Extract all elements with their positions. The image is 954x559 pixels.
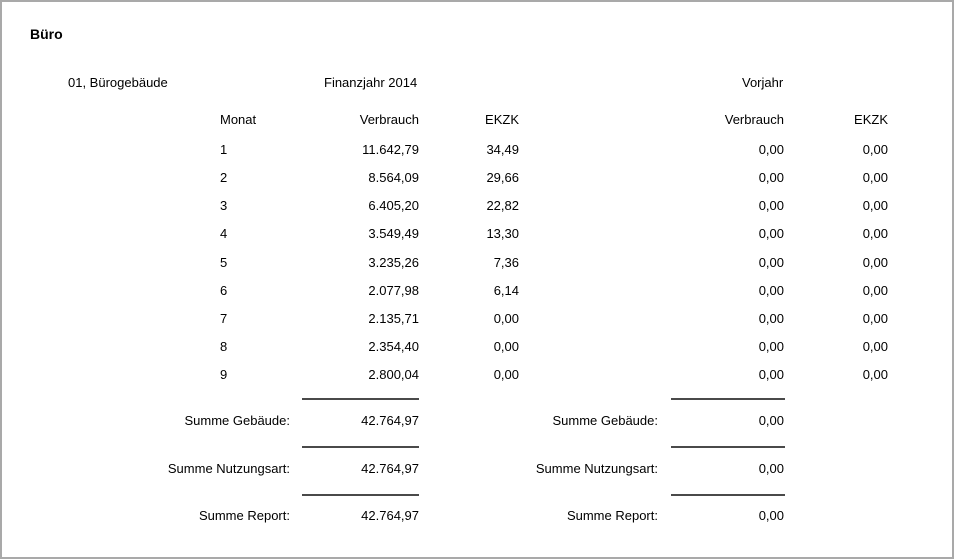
total-label-gebaeude-current: Summe Gebäude: (184, 413, 290, 428)
cell-consumption-current: 2.354,40 (368, 338, 419, 354)
building-label: 01, Bürogebäude (68, 75, 168, 90)
table-row (2, 277, 952, 305)
cell-consumption-previous: 0,00 (758, 142, 784, 157)
cell-ekzk-previous: 0,00 (862, 226, 888, 242)
column-header-consumption-previous: Verbrauch (724, 112, 784, 127)
cell-ekzk-current: 0,00 (493, 310, 519, 326)
cell-month: 8 (220, 338, 228, 354)
total-value-gebaeude-current: 42.764,97 (361, 413, 419, 428)
table-row (2, 305, 952, 333)
total-value-report-current: 42.764,97 (361, 508, 419, 523)
cell-month: 4 (220, 226, 228, 242)
cell-consumption-current: 2.135,71 (368, 310, 419, 326)
cell-ekzk-previous: 0,00 (862, 142, 888, 157)
cell-ekzk-previous: 0,00 (862, 310, 888, 326)
cell-consumption-previous: 0,00 (758, 254, 784, 270)
sum-rule-current-nutzungsart (302, 446, 419, 448)
column-header-month: Monat (220, 112, 257, 127)
cell-consumption-previous: 0,00 (758, 367, 784, 382)
total-label-gebaeude-previous: Summe Gebäude: (552, 413, 658, 428)
column-header-ekzk-previous: EKZK (854, 112, 888, 127)
sum-rule-current-gebaeude (302, 398, 419, 400)
sum-rule-previous-gebaeude (671, 398, 785, 400)
cell-consumption-current: 3.235,26 (368, 254, 419, 270)
cell-ekzk-previous: 0,00 (862, 198, 888, 214)
sum-rule-previous-nutzungsart (671, 446, 785, 448)
previous-year-group-label: Vorjahr (742, 75, 784, 90)
cell-month: 6 (220, 282, 228, 298)
cell-consumption-current: 2.077,98 (368, 282, 419, 298)
cell-consumption-current: 3.549,49 (368, 226, 419, 242)
cell-ekzk-current: 13,30 (486, 226, 519, 242)
total-value-nutzungsart-current: 42.764,97 (361, 461, 419, 476)
cell-ekzk-current: 6,14 (493, 282, 519, 298)
cell-month: 2 (220, 170, 228, 186)
cell-ekzk-previous: 0,00 (862, 170, 888, 186)
table-row (2, 333, 952, 361)
cell-ekzk-previous: 0,00 (862, 338, 888, 354)
cell-consumption-previous: 0,00 (758, 170, 784, 186)
total-label-nutzungsart-previous: Summe Nutzungsart: (535, 461, 658, 476)
cell-consumption-current: 11.642,79 (362, 142, 419, 157)
cell-consumption-previous: 0,00 (758, 282, 784, 298)
total-row-report (2, 509, 952, 525)
total-row-nutzungsart (2, 462, 952, 478)
report-title: Büro (30, 26, 63, 42)
total-label-report-current: Summe Report: (198, 508, 290, 523)
cell-consumption-previous: 0,00 (758, 310, 784, 326)
total-label-report-previous: Summe Report: (566, 508, 658, 523)
cell-month: 5 (220, 254, 228, 270)
sum-rule-current-report (302, 494, 419, 496)
cell-ekzk-current: 34,49 (486, 142, 519, 157)
total-label-nutzungsart-current: Summe Nutzungsart: (167, 461, 290, 476)
cell-ekzk-current: 0,00 (493, 338, 519, 354)
cell-month: 3 (220, 198, 228, 214)
table-row (2, 164, 952, 192)
cell-consumption-previous: 0,00 (758, 198, 784, 214)
table-row (2, 361, 952, 389)
sum-rule-previous-report (671, 494, 785, 496)
cell-consumption-current: 2.800,04 (368, 367, 419, 382)
total-row-gebaeude (2, 414, 952, 430)
cell-ekzk-current: 22,82 (486, 198, 519, 214)
total-value-report-previous: 0,00 (758, 508, 784, 523)
table-row (2, 136, 952, 164)
data-rows (2, 136, 952, 389)
table-row (2, 249, 952, 277)
cell-ekzk-previous: 0,00 (862, 254, 888, 270)
cell-ekzk-current: 7,36 (493, 254, 519, 270)
cell-ekzk-current: 29,66 (486, 170, 519, 186)
cell-month: 9 (220, 367, 228, 382)
current-year-group-label: Finanzjahr 2014 (324, 75, 418, 90)
cell-consumption-previous: 0,00 (758, 338, 784, 354)
cell-consumption-previous: 0,00 (758, 226, 784, 242)
cell-consumption-current: 6.405,20 (368, 198, 419, 214)
column-header-consumption-current: Verbrauch (359, 112, 419, 127)
total-value-gebaeude-previous: 0,00 (758, 413, 784, 428)
cell-month: 1 (220, 142, 228, 157)
table-row (2, 192, 952, 220)
cell-ekzk-previous: 0,00 (862, 282, 888, 298)
total-value-nutzungsart-previous: 0,00 (758, 461, 784, 476)
cell-ekzk-previous: 0,00 (862, 367, 888, 382)
cell-ekzk-current: 0,00 (493, 367, 519, 382)
cell-consumption-current: 8.564,09 (368, 170, 419, 186)
table-row (2, 220, 952, 248)
column-header-ekzk-current: EKZK (485, 112, 519, 127)
cell-month: 7 (220, 310, 228, 326)
